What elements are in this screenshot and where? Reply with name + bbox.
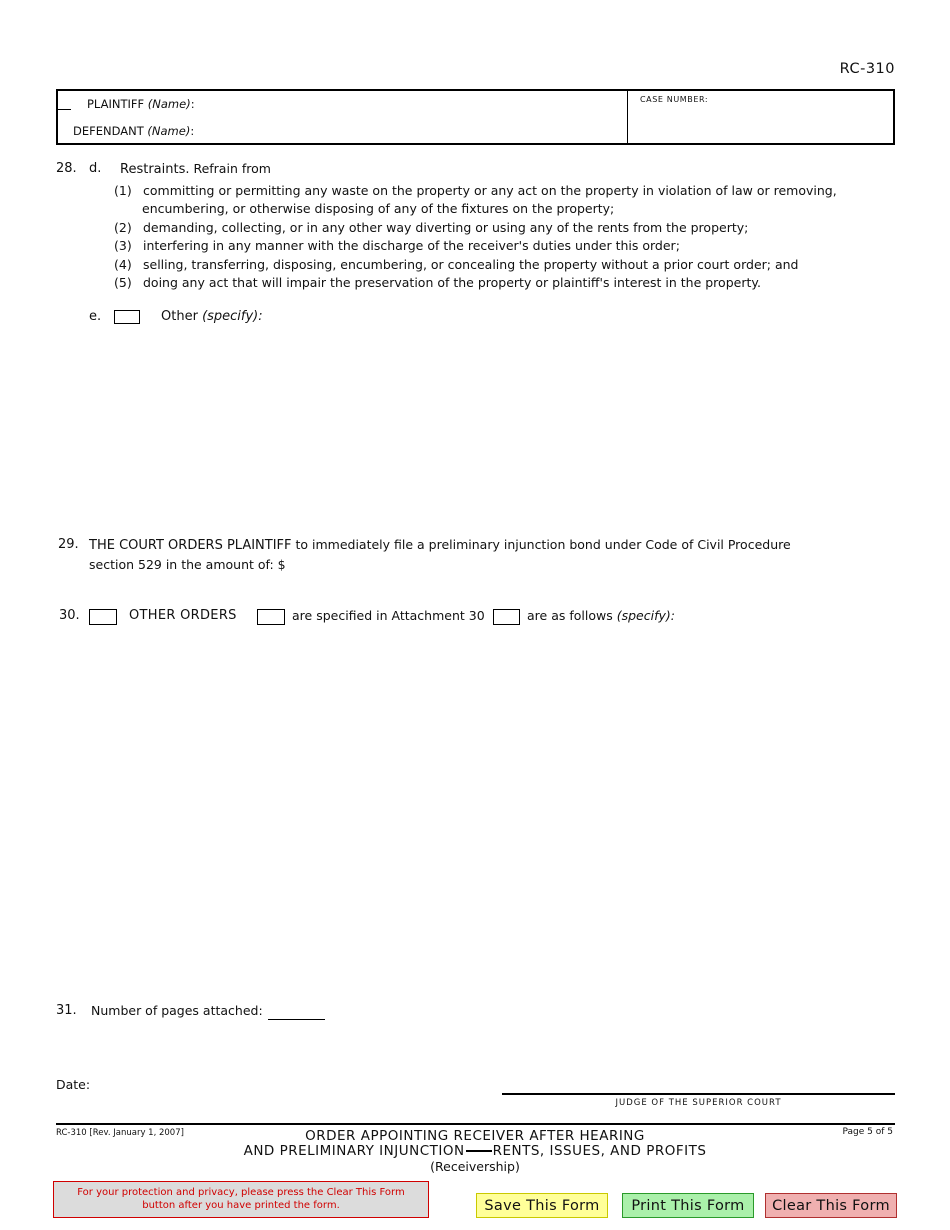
list-item-number: (3) xyxy=(114,238,132,253)
form-title-line3: (Receivership) xyxy=(430,1159,520,1174)
footer-rule xyxy=(56,1123,895,1125)
item-29-line1 xyxy=(89,537,849,553)
signature-line xyxy=(502,1093,895,1095)
form-id: RC-310 xyxy=(839,61,895,77)
other-specify-field[interactable] xyxy=(114,332,874,522)
item-29-number: 29. xyxy=(58,537,79,552)
list-item-number: (4) xyxy=(114,257,132,272)
form-title-line1: ORDER APPOINTING RECEIVER AFTER HEARING xyxy=(305,1128,645,1144)
plaintiff-field[interactable] xyxy=(87,97,195,111)
bond-amount-field[interactable] xyxy=(290,555,430,573)
as-follows-line xyxy=(527,608,675,623)
item-29-line2: section 529 in the amount of: $ xyxy=(89,557,286,572)
attachment-30-label: are specified in Attachment 30 xyxy=(292,608,485,623)
other-checkbox[interactable] xyxy=(114,310,140,324)
form-revision: RC-310 [Rev. January 1, 2007] xyxy=(56,1128,184,1138)
form-title-line2a: AND PRELIMINARY INJUNCTION xyxy=(243,1143,465,1159)
list-item-text: demanding, collecting, or in any other way diverting or using any of the rents from the property; xyxy=(143,220,749,235)
item-29-line1-rest: to immediately file a preliminary injunction bond under Code of Civil Procedure xyxy=(291,537,791,552)
court-orders-heading: THE COURT ORDERS PLAINTIFF xyxy=(89,538,292,553)
restraints-heading: Restraints. xyxy=(120,162,190,177)
restraints-heading-rest: Refrain from xyxy=(189,161,271,176)
other-orders-label: OTHER ORDERS xyxy=(129,608,237,623)
privacy-notice xyxy=(53,1181,429,1218)
save-form-button[interactable]: Save This Form xyxy=(476,1193,608,1218)
defendant-name-suffix: (Name) xyxy=(147,124,191,138)
item-28-number: 28. xyxy=(56,161,77,176)
item-28d-heading xyxy=(120,161,271,177)
case-number-field[interactable] xyxy=(640,95,708,104)
as-follows-checkbox[interactable] xyxy=(493,609,520,625)
plaintiff-label: PLAINTIFF xyxy=(87,97,145,111)
caption-box xyxy=(56,89,895,145)
other-specify: (specify): xyxy=(202,309,263,324)
defendant-field[interactable] xyxy=(73,124,194,138)
clear-form-button[interactable]: Clear This Form xyxy=(765,1193,897,1218)
privacy-notice-line1: For your protection and privacy, please press the Clear This Form xyxy=(77,1187,405,1198)
plaintiff-name-suffix: (Name) xyxy=(147,97,191,111)
item-30-number: 30. xyxy=(59,608,80,623)
case-number-label: CASE NUMBER: xyxy=(640,95,709,104)
list-item-text: selling, transferring, disposing, encumbering, or concealing the property without a prior court order; and xyxy=(143,257,799,272)
defendant-label: DEFENDANT xyxy=(73,124,144,138)
caption-divider xyxy=(627,91,628,143)
as-follows-label: are as follows xyxy=(527,608,613,623)
restraints-list xyxy=(114,183,874,293)
other-label-line xyxy=(161,309,263,324)
list-item-text: doing any act that will impair the preservation of the property or plaintiff's interest in the property. xyxy=(143,275,761,290)
item-31-number: 31. xyxy=(56,1003,77,1018)
date-field[interactable] xyxy=(100,1075,400,1093)
date-label: Date: xyxy=(56,1077,91,1092)
list-item-text: interfering in any manner with the discharge of the receiver's duties under this order; xyxy=(143,238,680,253)
list-item-number: (5) xyxy=(114,275,132,290)
item-28e-letter: e. xyxy=(89,309,102,324)
list-item-number: (1) xyxy=(114,183,132,198)
attachment-30-checkbox[interactable] xyxy=(257,609,285,625)
other-orders-specify-field[interactable] xyxy=(89,632,879,987)
item-28d-letter: d. xyxy=(89,161,102,176)
pages-attached-field[interactable] xyxy=(268,1003,325,1020)
other-orders-checkbox[interactable] xyxy=(89,609,117,625)
list-item-number: (2) xyxy=(114,220,132,235)
title-dash xyxy=(466,1150,492,1152)
pages-attached-label: Number of pages attached: xyxy=(91,1003,263,1018)
form-title-line2b: RENTS, ISSUES, AND PROFITS xyxy=(492,1143,707,1159)
list-item-text: encumbering, or otherwise disposing of any of the fixtures on the property; xyxy=(142,201,615,216)
as-follows-specify: (specify): xyxy=(616,608,675,623)
judge-signature-label: JUDGE OF THE SUPERIOR COURT xyxy=(615,1098,782,1108)
defendant-colon: : xyxy=(190,124,195,138)
caption-tick xyxy=(58,109,71,110)
list-item-text: committing or permitting any waste on the property or any act on the property in violation of law or removing, xyxy=(143,183,837,198)
print-form-button[interactable]: Print This Form xyxy=(622,1193,754,1218)
privacy-notice-line2: button after you have printed the form. xyxy=(142,1200,340,1211)
page-number: Page 5 of 5 xyxy=(842,1127,893,1137)
other-label: Other xyxy=(161,309,198,324)
form-title-line2 xyxy=(150,1144,800,1159)
plaintiff-colon: : xyxy=(190,97,195,111)
